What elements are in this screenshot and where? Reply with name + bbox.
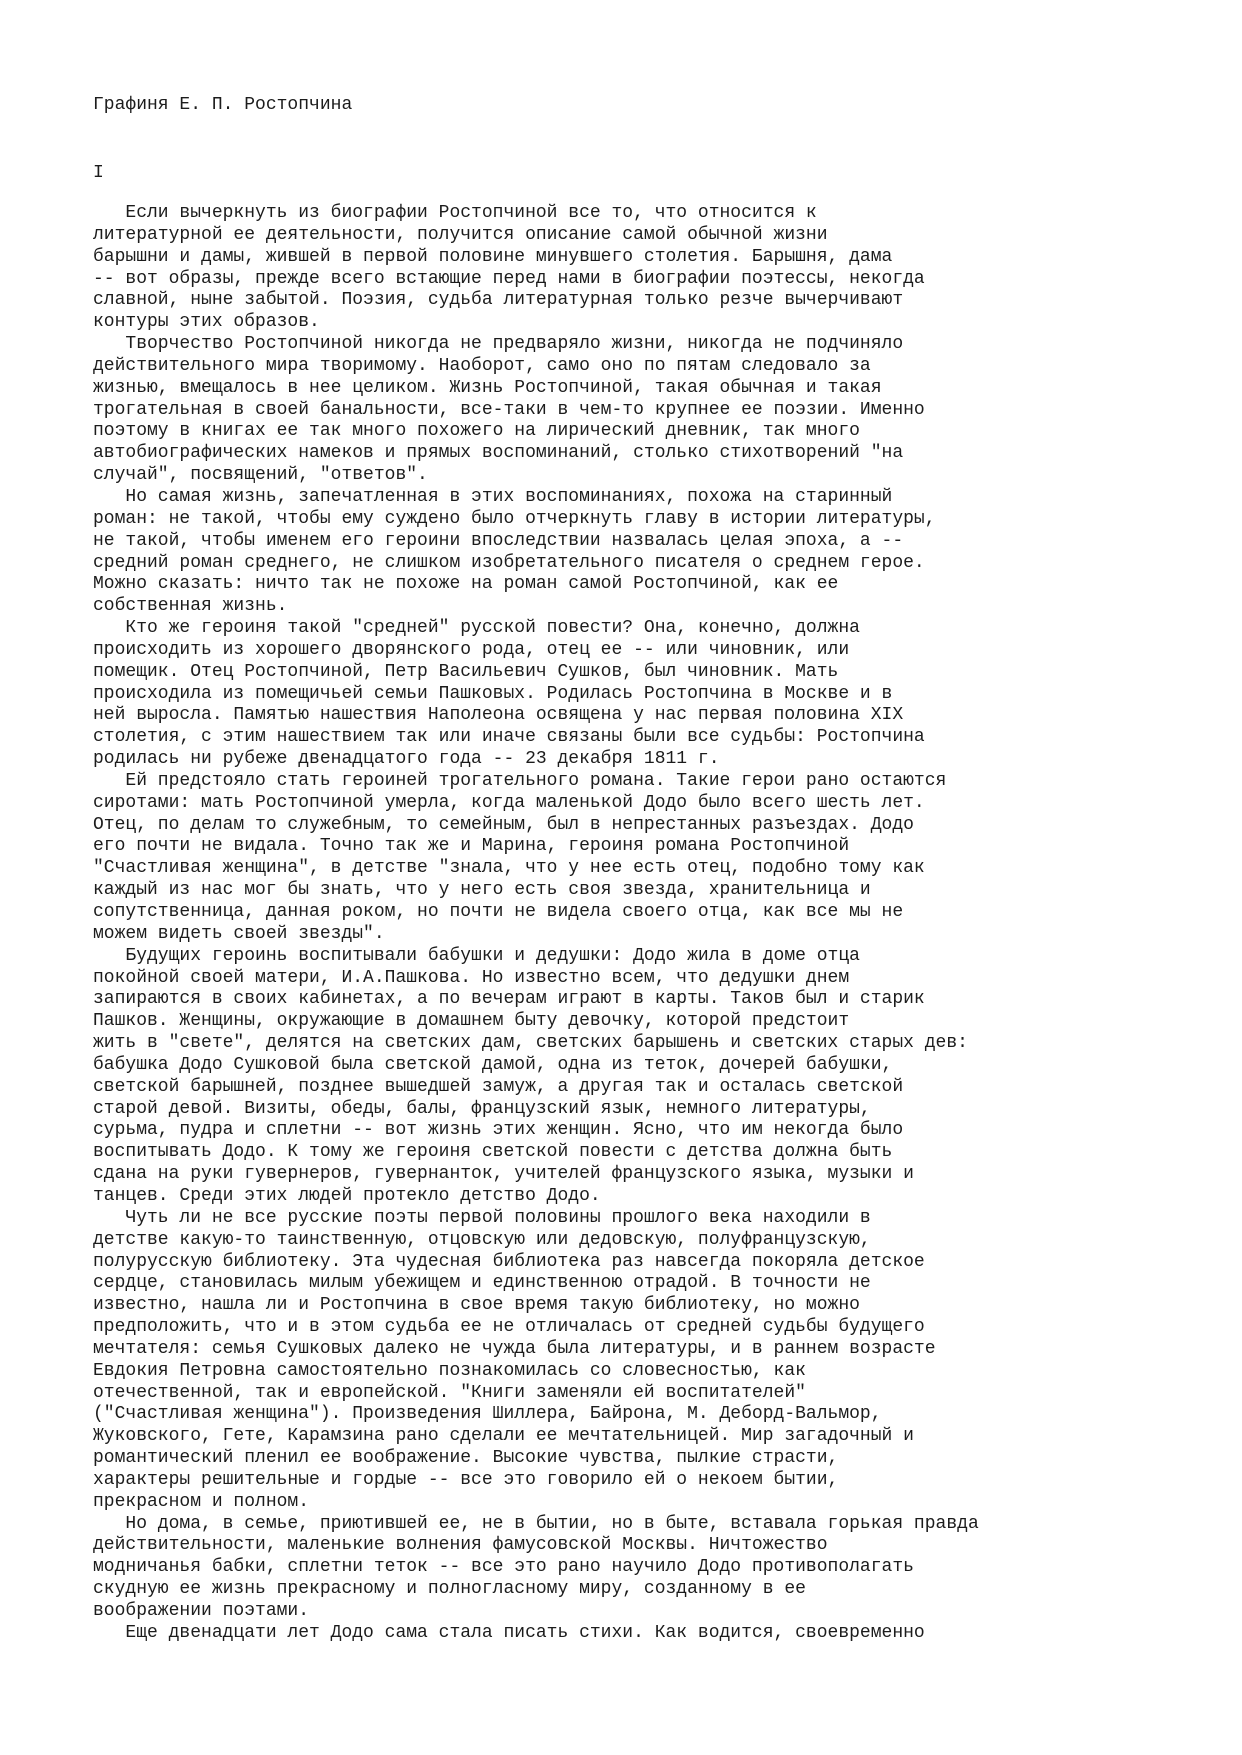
text-line: жизнью, вмещалось в нее целиком. Жизнь Ростопчиной, такая обычная и такая [93, 377, 882, 398]
text-line: Отец, по делам то служебным, то семейным, был в непрестанных разъездах. Додо [93, 814, 914, 835]
text-line: Можно сказать: ничто так не похоже на роман самой Ростопчиной, как ее [93, 574, 839, 595]
text-line: действительного мира творимому. Наоборот, само оно по пятам следовало за [93, 355, 871, 376]
text-line: Творчество Ростопчиной никогда не предваряло жизни, никогда не подчиняло [93, 334, 904, 355]
text-line: модничанья бабки, сплетни теток -- все это рано научило Додо противополагать [93, 1557, 914, 1578]
body-text [93, 203, 1223, 1645]
text-line: поэтому в книгах ее так много похожего на лирический дневник, так много [93, 421, 860, 442]
document-title: Графиня Е. П. Ростопчина [93, 95, 353, 115]
text-line: мечтателя: семья Сушковых далеко не чужда была литературы, и в раннем возрасте [93, 1338, 936, 1359]
text-line: литературной ее деятельности, получится описание самой обычной жизни [93, 224, 828, 245]
text-line: романтический пленил ее воображение. Высокие чувства, пылкие страсти, [93, 1448, 839, 1469]
text-line: Но самая жизнь, запечатленная в этих воспоминаниях, похожа на старинный [93, 486, 893, 507]
text-line: -- вот образы, прежде всего встающие перед нами в биографии поэтессы, некогда [93, 268, 925, 289]
text-line: Чуть ли не все русские поэты первой половины прошлого века находили в [93, 1207, 871, 1228]
text-line: роман: не такой, чтобы ему суждено было отчеркнуть главу в истории литературы, [93, 508, 936, 529]
text-line: автобиографических намеков и прямых воспоминаний, столько стихотворений "на [93, 443, 904, 464]
text-line: бабушка Додо Сушковой была светской дамой, одна из теток, дочерей бабушки, [93, 1054, 893, 1075]
text-line: Еще двенадцати лет Додо сама стала писать стихи. Как водится, своевременно [93, 1622, 925, 1643]
text-line: Евдокия Петровна самостоятельно познакомилась со словесностью, как [93, 1360, 806, 1381]
text-line: жить в "свете", делятся на светских дам, светских барышень и светских старых дев: [93, 1033, 968, 1054]
text-line: покойной своей матери, И.А.Пашкова. Но известно всем, что дедушки днем [93, 967, 850, 988]
text-line: старой девой. Визиты, обеды, балы, французский язык, немного литературы, [93, 1098, 871, 1119]
text-line: происходила из помещичьей семьи Пашковых. Родилась Ростопчина в Москве и в [93, 683, 893, 704]
text-line: воображении поэтами. [93, 1601, 310, 1621]
text-line: сурьма, пудра и сплетни -- вот жизнь этих женщин. Ясно, что им некогда было [93, 1120, 904, 1141]
text-line: барышни и дамы, жившей в первой половине минувшего столетия. Барышня, дама [93, 246, 893, 267]
text-line: каждый из нас мог бы знать, что у него есть своя звезда, хранительница и [93, 880, 871, 901]
text-line: контуры этих образов. [93, 312, 320, 333]
text-line: Ей предстояло стать героиней трогательного романа. Такие герои рано остаются [93, 770, 947, 791]
text-line: Будущих героинь воспитывали бабушки и дедушки: Додо жила в доме отца [93, 945, 860, 966]
text-line: помещик. Отец Ростопчиной, Петр Васильевич Сушков, был чиновник. Мать [93, 661, 839, 682]
text-line: известно, нашла ли и Ростопчина в свое время такую библиотеку, но можно [93, 1295, 860, 1316]
text-line: "Счастливая женщина", в детстве "знала, что у нее есть отец, подобно тому как [93, 858, 925, 879]
text-line: ("Счастливая женщина"). Произведения Шиллера, Байрона, М. Деборд-Вальмор, [93, 1404, 882, 1425]
text-line: сдана на руки гувернеров, гувернанток, учителей французского языка, музыки и [93, 1164, 914, 1185]
text-line: запираются в своих кабинетах, а по вечерам играют в карты. Таков был и старик [93, 989, 925, 1010]
text-line: сердце, становилась милым убежищем и единственною отрадой. В точности не [93, 1273, 871, 1294]
text-line: происходить из хорошего дворянского рода, отец ее -- или чиновник, или [93, 639, 850, 660]
text-line: предположить, что и в этом судьба ее не отличалась от средней судьбы будущего [93, 1317, 925, 1338]
text-line: средний роман среднего, не слишком изобретательного писателя о среднем герое. [93, 552, 925, 573]
text-line: трогательная в своей банальности, все-таки в чем-то крупнее ее поэзии. Именно [93, 399, 925, 420]
text-line: столетия, с этим нашествием так или иначе связаны были все судьбы: Ростопчина [93, 727, 925, 748]
text-line: Но дома, в семье, приютившей ее, не в бытии, но в быте, вставала горькая правда [93, 1513, 979, 1534]
text-line: детстве какую-то таинственную, отцовскую или дедовскую, полуфранцузскую, [93, 1229, 871, 1250]
text-line: сопутственница, данная роком, но почти не видела своего отца, как все мы не [93, 902, 904, 922]
text-line: ней выросла. Памятью нашествия Наполеона освящена у нас первая половина XIX [93, 705, 904, 726]
text-line: воспитывать Додо. К тому же героиня светской повести с детства должна быть [93, 1142, 893, 1163]
text-line: можем видеть своей звезды". [93, 923, 385, 944]
text-line: собственная жизнь. [93, 596, 288, 617]
text-line: родилась ни рубеже двенадцатого года -- 23 декабря 1811 г. [93, 749, 720, 770]
text-line: не такой, чтобы именем его героини впоследствии назвалась целая эпоха, а -- [93, 530, 904, 551]
section-heading: I [93, 163, 104, 183]
text-line: Если вычеркнуть из биографии Ростопчиной все то, что относится к [93, 203, 817, 223]
text-line: Кто же героиня такой "средней" русской повести? Она, конечно, должна [93, 618, 860, 639]
text-line: полурусскую библиотеку. Эта чудесная библиотека раз навсегда покоряла детское [93, 1251, 925, 1272]
text-line: характеры решительные и гордые -- все это говорило ей о некоем бытии, [93, 1469, 839, 1490]
text-line: прекрасном и полном. [93, 1491, 310, 1512]
text-line: Пашков. Женщины, окружающие в домашнем быту девочку, которой предстоит [93, 1011, 850, 1032]
text-line: Жуковского, Гете, Карамзина рано сделали ее мечтательницей. Мир загадочный и [93, 1426, 914, 1447]
text-line: славной, ныне забытой. Поэзия, судьба литературная только резче вычерчивают [93, 290, 904, 311]
text-line: отечественной, так и европейской. "Книги заменяли ей воспитателей" [93, 1382, 806, 1403]
text-line: светской барышней, позднее вышедшей замуж, а другая так и осталась светской [93, 1076, 904, 1097]
text-line: случай", посвящений, "ответов". [93, 465, 428, 486]
text-line: танцев. Среди этих людей протекло детство Додо. [93, 1185, 601, 1206]
text-line: его почти не видала. Точно так же и Марина, героиня романа Ростопчиной [93, 836, 850, 857]
text-line: сиротами: мать Ростопчиной умерла, когда маленькой Додо было всего шесть лет. [93, 792, 925, 813]
text-line: действительности, маленькие волнения фамусовской Москвы. Ничтожество [93, 1535, 828, 1556]
text-line: скудную ее жизнь прекрасному и полногласному миру, созданному в ее [93, 1579, 806, 1600]
